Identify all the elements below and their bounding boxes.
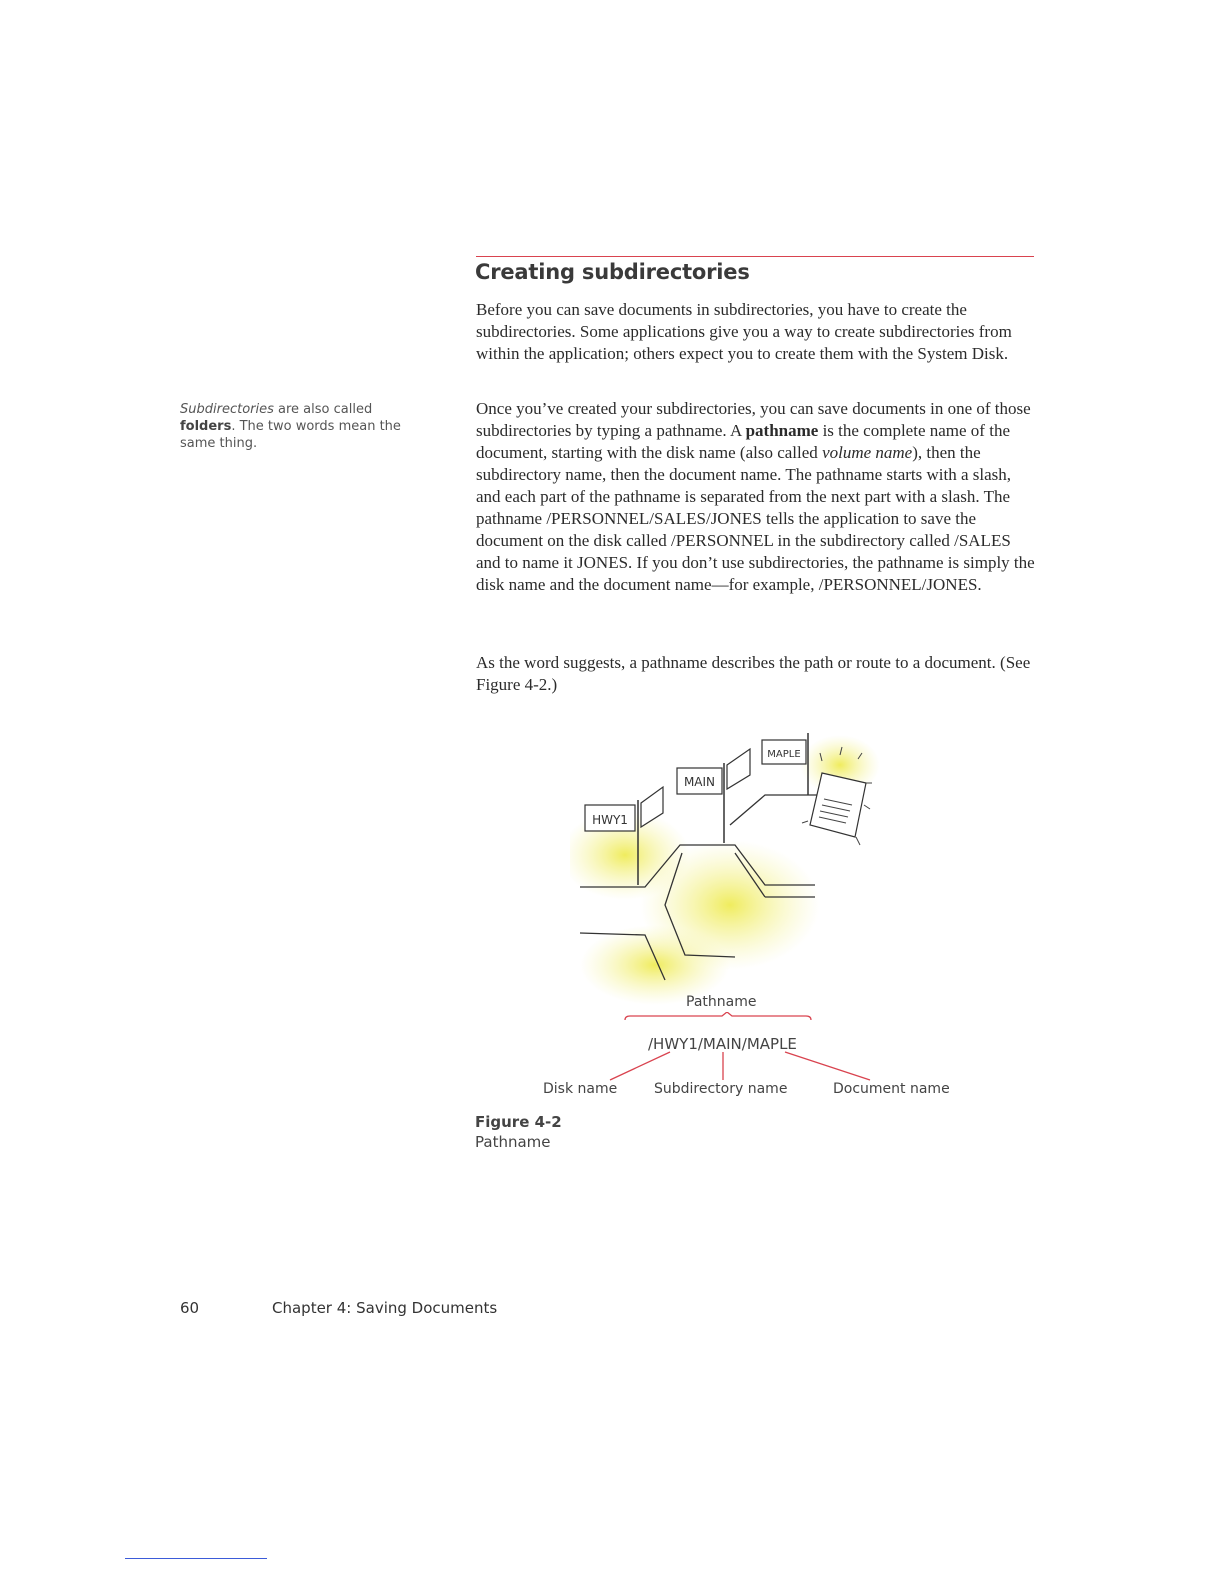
paragraph-2-part-1: Once you’ve created your subdirectories, you can save documents in one of those subdirectories by typing a pathname. A [476,399,1031,440]
sign-maple-label: MAPLE [767,749,801,760]
sign-main [677,749,750,843]
road-illustration [570,725,880,1015]
pathname-example: /HWY1/MAIN/MAPLE [648,1035,797,1053]
term-pathname: pathname [745,421,819,440]
margin-note-text-1: are also called [273,402,373,417]
page-number: 60 [180,1299,200,1317]
document-name-line [785,1052,870,1080]
paragraph-3: As the word suggests, a pathname describes the path or route to a document. (See Figure 4-2.) [476,653,1031,694]
figure-number: Figure 4-2 [475,1113,562,1131]
figure-caption: Pathname [475,1133,551,1151]
section-heading: Creating subdirectories [475,260,750,284]
subdirectory-name-label: Subdirectory name [654,1081,788,1097]
document-name-label: Document name [833,1081,950,1097]
sign-hwy1-label: HWY1 [592,813,628,827]
section-rule [476,256,1034,257]
chapter-title: Chapter 4: Saving Documents [272,1299,498,1317]
disk-name-label: Disk name [543,1081,618,1097]
margin-note [180,401,410,452]
sign-main-label: MAIN [683,775,716,789]
bottom-underline [125,1558,267,1559]
margin-note-italic: Subdirectories [180,402,274,417]
disk-name-line [610,1052,670,1080]
paragraph-2-part-2: is the complete name of the document, starting with the disk name (also called [476,421,1010,462]
pathname-brace [625,1012,811,1020]
term-volume-name: volume name [822,443,913,462]
sign-maple [762,733,808,795]
paragraph-1: Before you can save documents in subdirectories, you have to create the subdirectories. Some applications give you a way to create subdirectories from within the application; others expect you to create them with the System Disk. [476,300,1012,363]
highlight-bottom [580,925,730,1005]
paragraph-2-part-3: ), then the subdirectory name, then the document name. The pathname starts with a slash, and each part of the pathname is separated from the next part with a slash. The pathname /PERSONNEL/SALES/JONES tells the application to save the document on the disk called /PERSONNEL in the subdirectory called /SALES and to name it JONES. If you don’t use subdirectories, the pathname is simply the disk name and the document name—for example, /PERSONNEL/JONES. [476,443,1035,594]
margin-note-bold: folders [180,419,232,434]
paragraph-2 [476,398,1038,596]
pathname-label: Pathname [686,994,757,1010]
margin-note-text-2: . The two words mean the same thing. [180,419,401,451]
